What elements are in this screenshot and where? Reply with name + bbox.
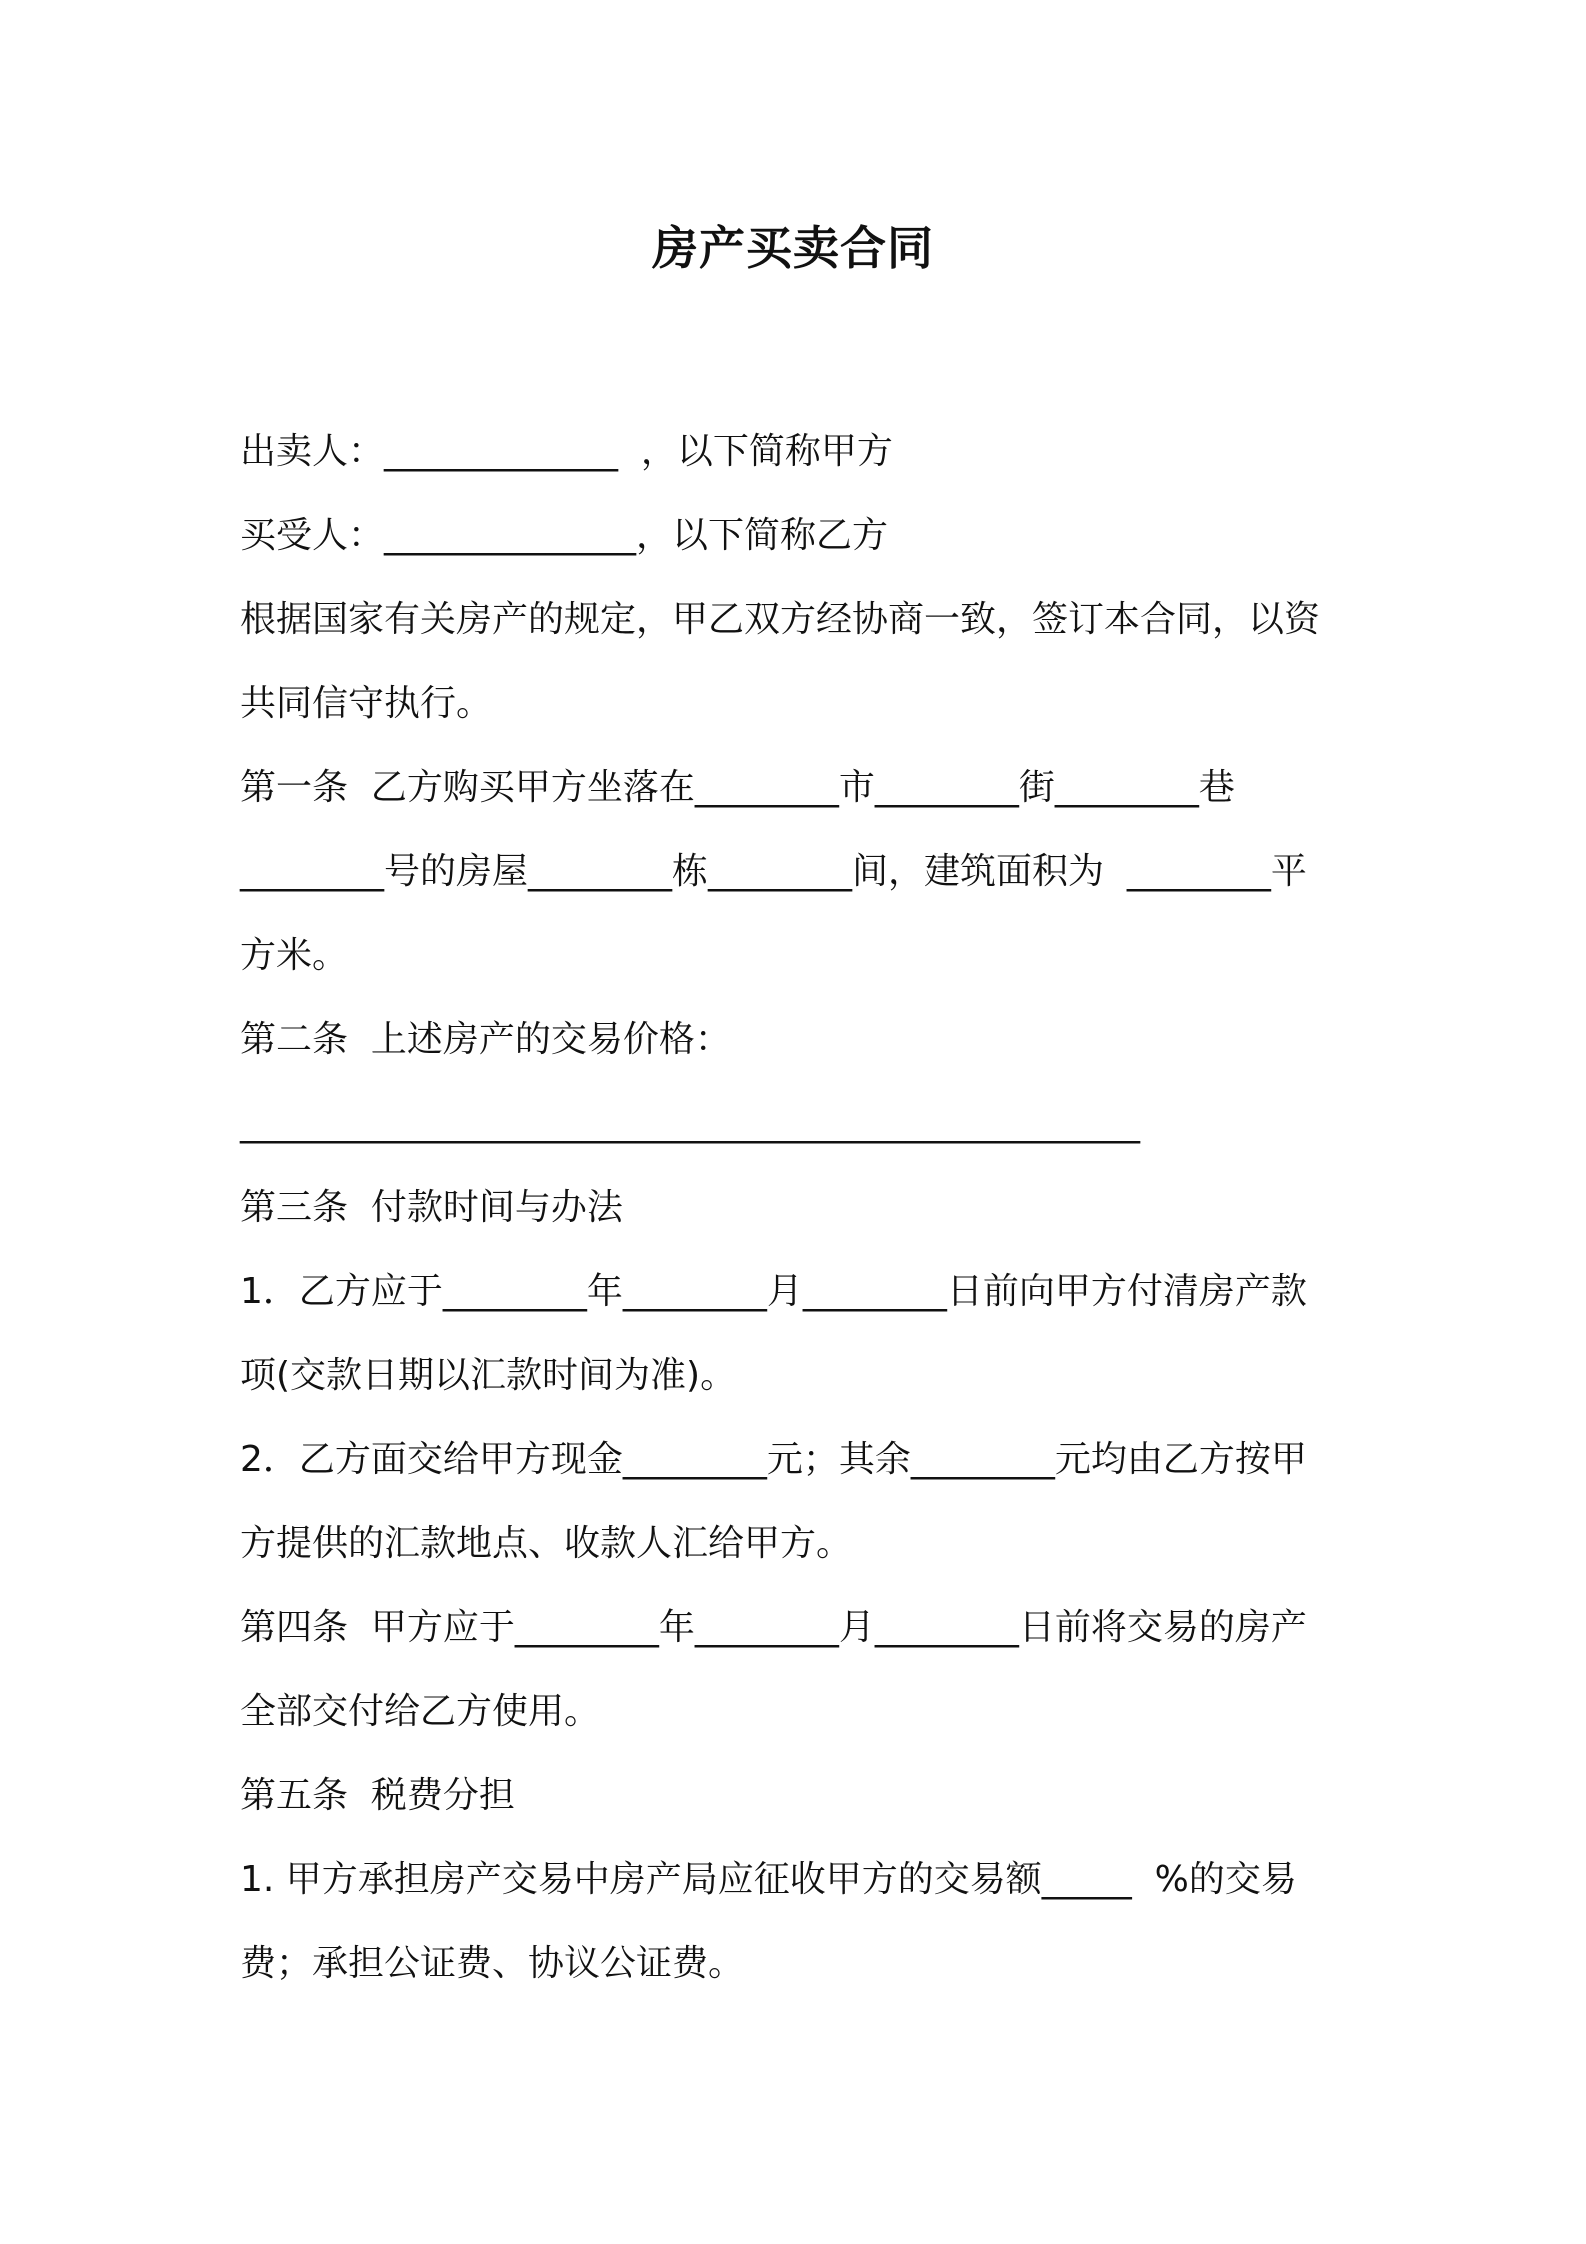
article-3-item-2-line-1: 2．乙方面交给甲方现金________元；其余________元均由乙方按甲 xyxy=(240,1439,1307,1480)
article-5-item-1-line-1: 1. 甲方承担房产交易中房产局应征收甲方的交易额_____ %的交易 xyxy=(240,1859,1297,1900)
article-1-line-1: 第一条 乙方购买甲方坐落在________市________街________巷 xyxy=(240,767,1235,808)
article-1-line-2: ________号的房屋________栋________间，建筑面积为 ________平 xyxy=(240,851,1307,892)
article-2-heading: 第二条 上述房产的交易价格： xyxy=(240,1019,731,1060)
buyer-line: 买受人：______________，以下简称乙方 xyxy=(240,515,889,556)
price-blank-line: __________________________________________________ xyxy=(240,1103,1140,1144)
article-5-item-1-line-2: 费；承担公证费、协议公证费。 xyxy=(240,1943,745,1984)
article-1-line-3: 方米。 xyxy=(240,935,349,976)
document-title: 房产买卖合同 xyxy=(652,221,934,275)
article-4-line-2: 全部交付给乙方使用。 xyxy=(240,1691,601,1732)
preamble-line-2: 共同信守执行。 xyxy=(240,683,493,724)
preamble-line-1: 根据国家有关房产的规定，甲乙双方经协商一致，签订本合同，以资 xyxy=(240,599,1321,640)
article-5-heading: 第五条 税费分担 xyxy=(240,1775,515,1816)
article-3-heading: 第三条 付款时间与办法 xyxy=(240,1187,623,1228)
article-3-item-1-line-1: 1．乙方应于________年________月________日前向甲方付清房产款 xyxy=(240,1271,1307,1312)
article-4-line-1: 第四条 甲方应于________年________月________日前将交易的房产 xyxy=(240,1607,1307,1648)
contract-body xyxy=(240,410,1370,2006)
seller-line: 出卖人：_____________ ，以下简称甲方 xyxy=(240,431,893,472)
article-3-item-2-line-2: 方提供的汇款地点、收款人汇给甲方。 xyxy=(240,1523,853,1564)
article-3-item-1-line-2: 项(交款日期以汇款时间为准)。 xyxy=(240,1355,737,1396)
